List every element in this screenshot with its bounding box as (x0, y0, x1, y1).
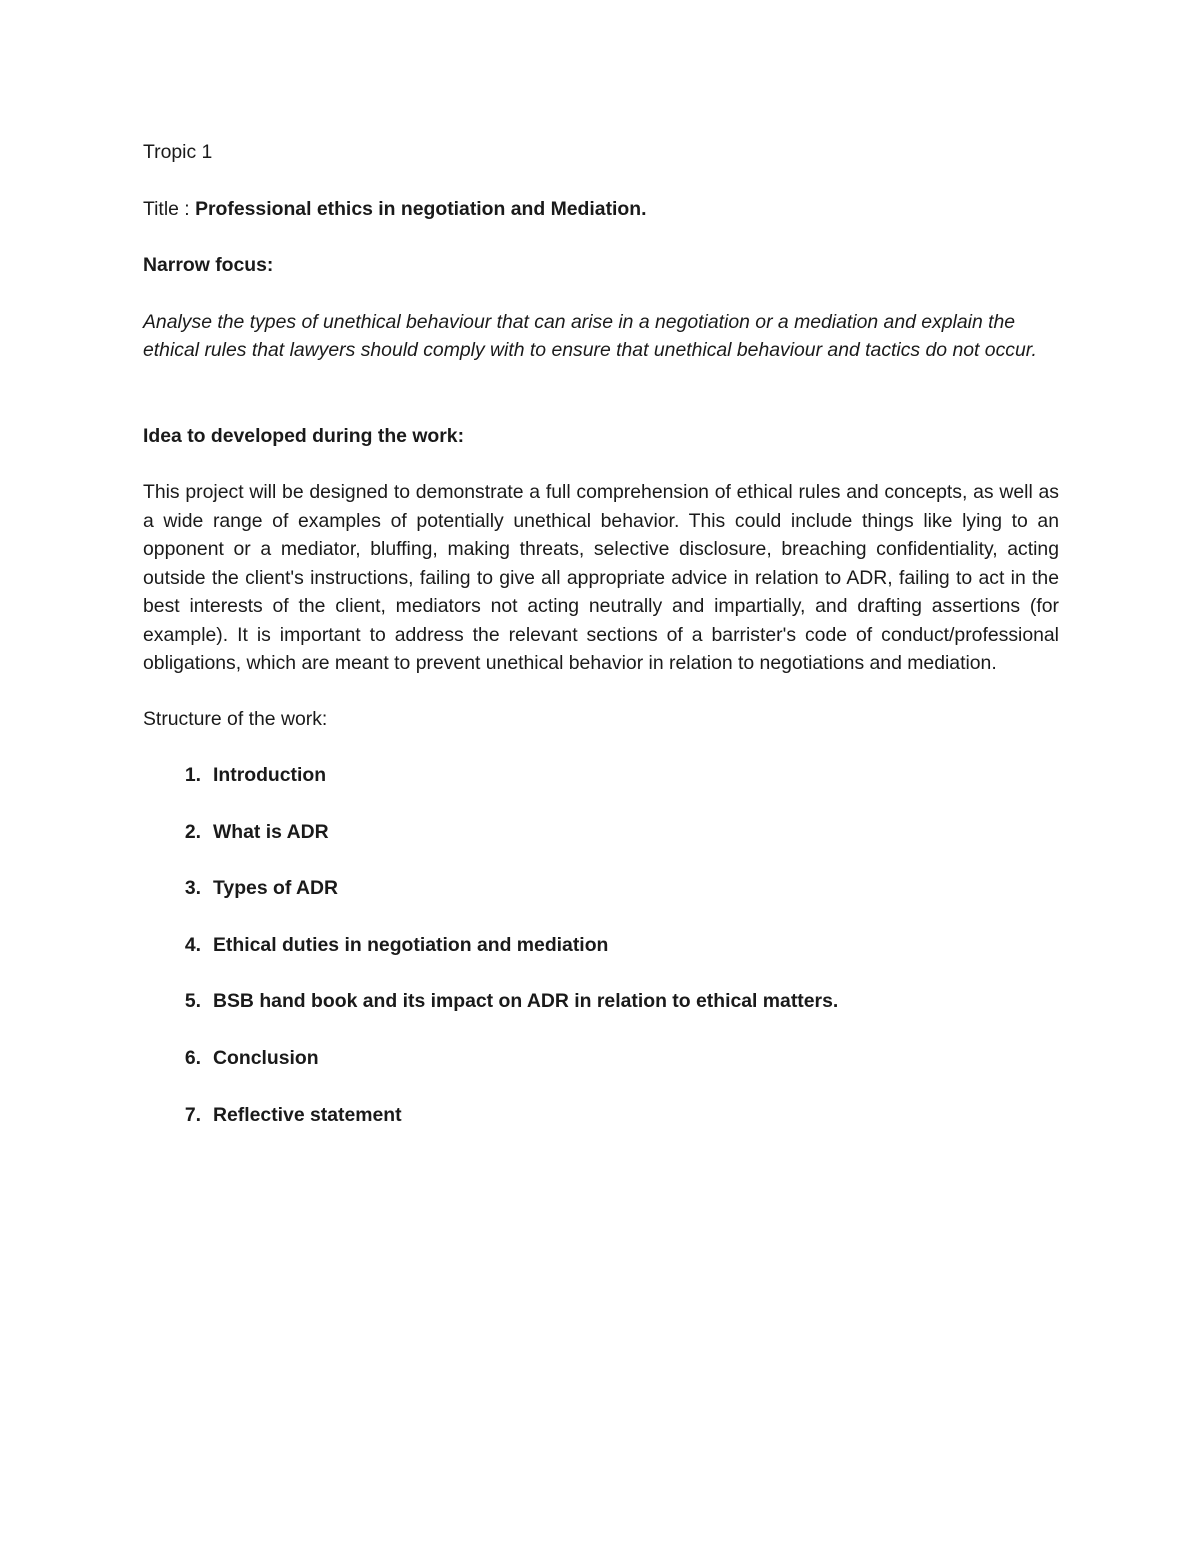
list-item (143, 818, 1059, 875)
list-item (143, 931, 1059, 988)
list-item-text: Introduction (213, 764, 327, 786)
list-item (143, 987, 1059, 1044)
list-item (143, 1044, 1059, 1101)
list-item-number: 2. (184, 820, 201, 843)
list-item-text: Types of ADR (213, 877, 338, 900)
list-item (143, 1101, 1059, 1158)
list-item (143, 761, 1059, 818)
list-item-number: 4. (184, 933, 201, 956)
structure-list (143, 761, 1059, 1157)
list-item-number: 7. (184, 1103, 201, 1126)
list-item-number: 5. (184, 990, 201, 1013)
list-item-number: 1. (184, 764, 201, 786)
list-item-text: Reflective statement (213, 1103, 402, 1126)
structure-label: Structure of the work: (143, 707, 328, 730)
list-item-text: What is ADR (213, 820, 329, 843)
narrow-focus-text: Analyse the types of unethical behaviour that can arise in a negotiation or a mediation and explain the ethical rules that lawyers should comply with to ensure that unethical behaviour and tactics do not occur. (143, 310, 1037, 361)
list-item (143, 874, 1059, 931)
idea-paragraph: This project will be designed to demonstrate a full comprehension of ethical rules and concepts, as well as a wide range of examples of potentially unethical behavior. This could include things like lying to an opponent or a mediator, bluffing, making threats, selective disclosure, breaching confidentiality, acting outside the client's instructions, failing to give all appropriate advice in relation to ADR, failing to act in the best interests of the client, mediators not acting neutrally and impartially, and drafting assertions (for example). It is important to address the relevant sections of a barrister's code of conduct/professional obligations, which are meant to prevent unethical behavior in relation to negotiations and mediation. (143, 481, 1059, 674)
title-line (143, 195, 1059, 224)
title-label: Title : (143, 197, 196, 220)
document-page (143, 138, 1059, 1157)
topic-line: Tropic 1 (143, 141, 213, 163)
narrow-focus-heading: Narrow focus: (143, 254, 274, 276)
list-item-number: 3. (184, 877, 201, 900)
list-item-text: Ethical duties in negotiation and mediation (213, 933, 609, 956)
list-item-number: 6. (184, 1046, 201, 1069)
list-item-text: Conclusion (213, 1046, 319, 1069)
idea-heading: Idea to developed during the work: (143, 424, 465, 447)
list-item-text: BSB hand book and its impact on ADR in relation to ethical matters. (213, 990, 839, 1013)
document-title: Professional ethics in negotiation and Mediation. (195, 197, 647, 220)
